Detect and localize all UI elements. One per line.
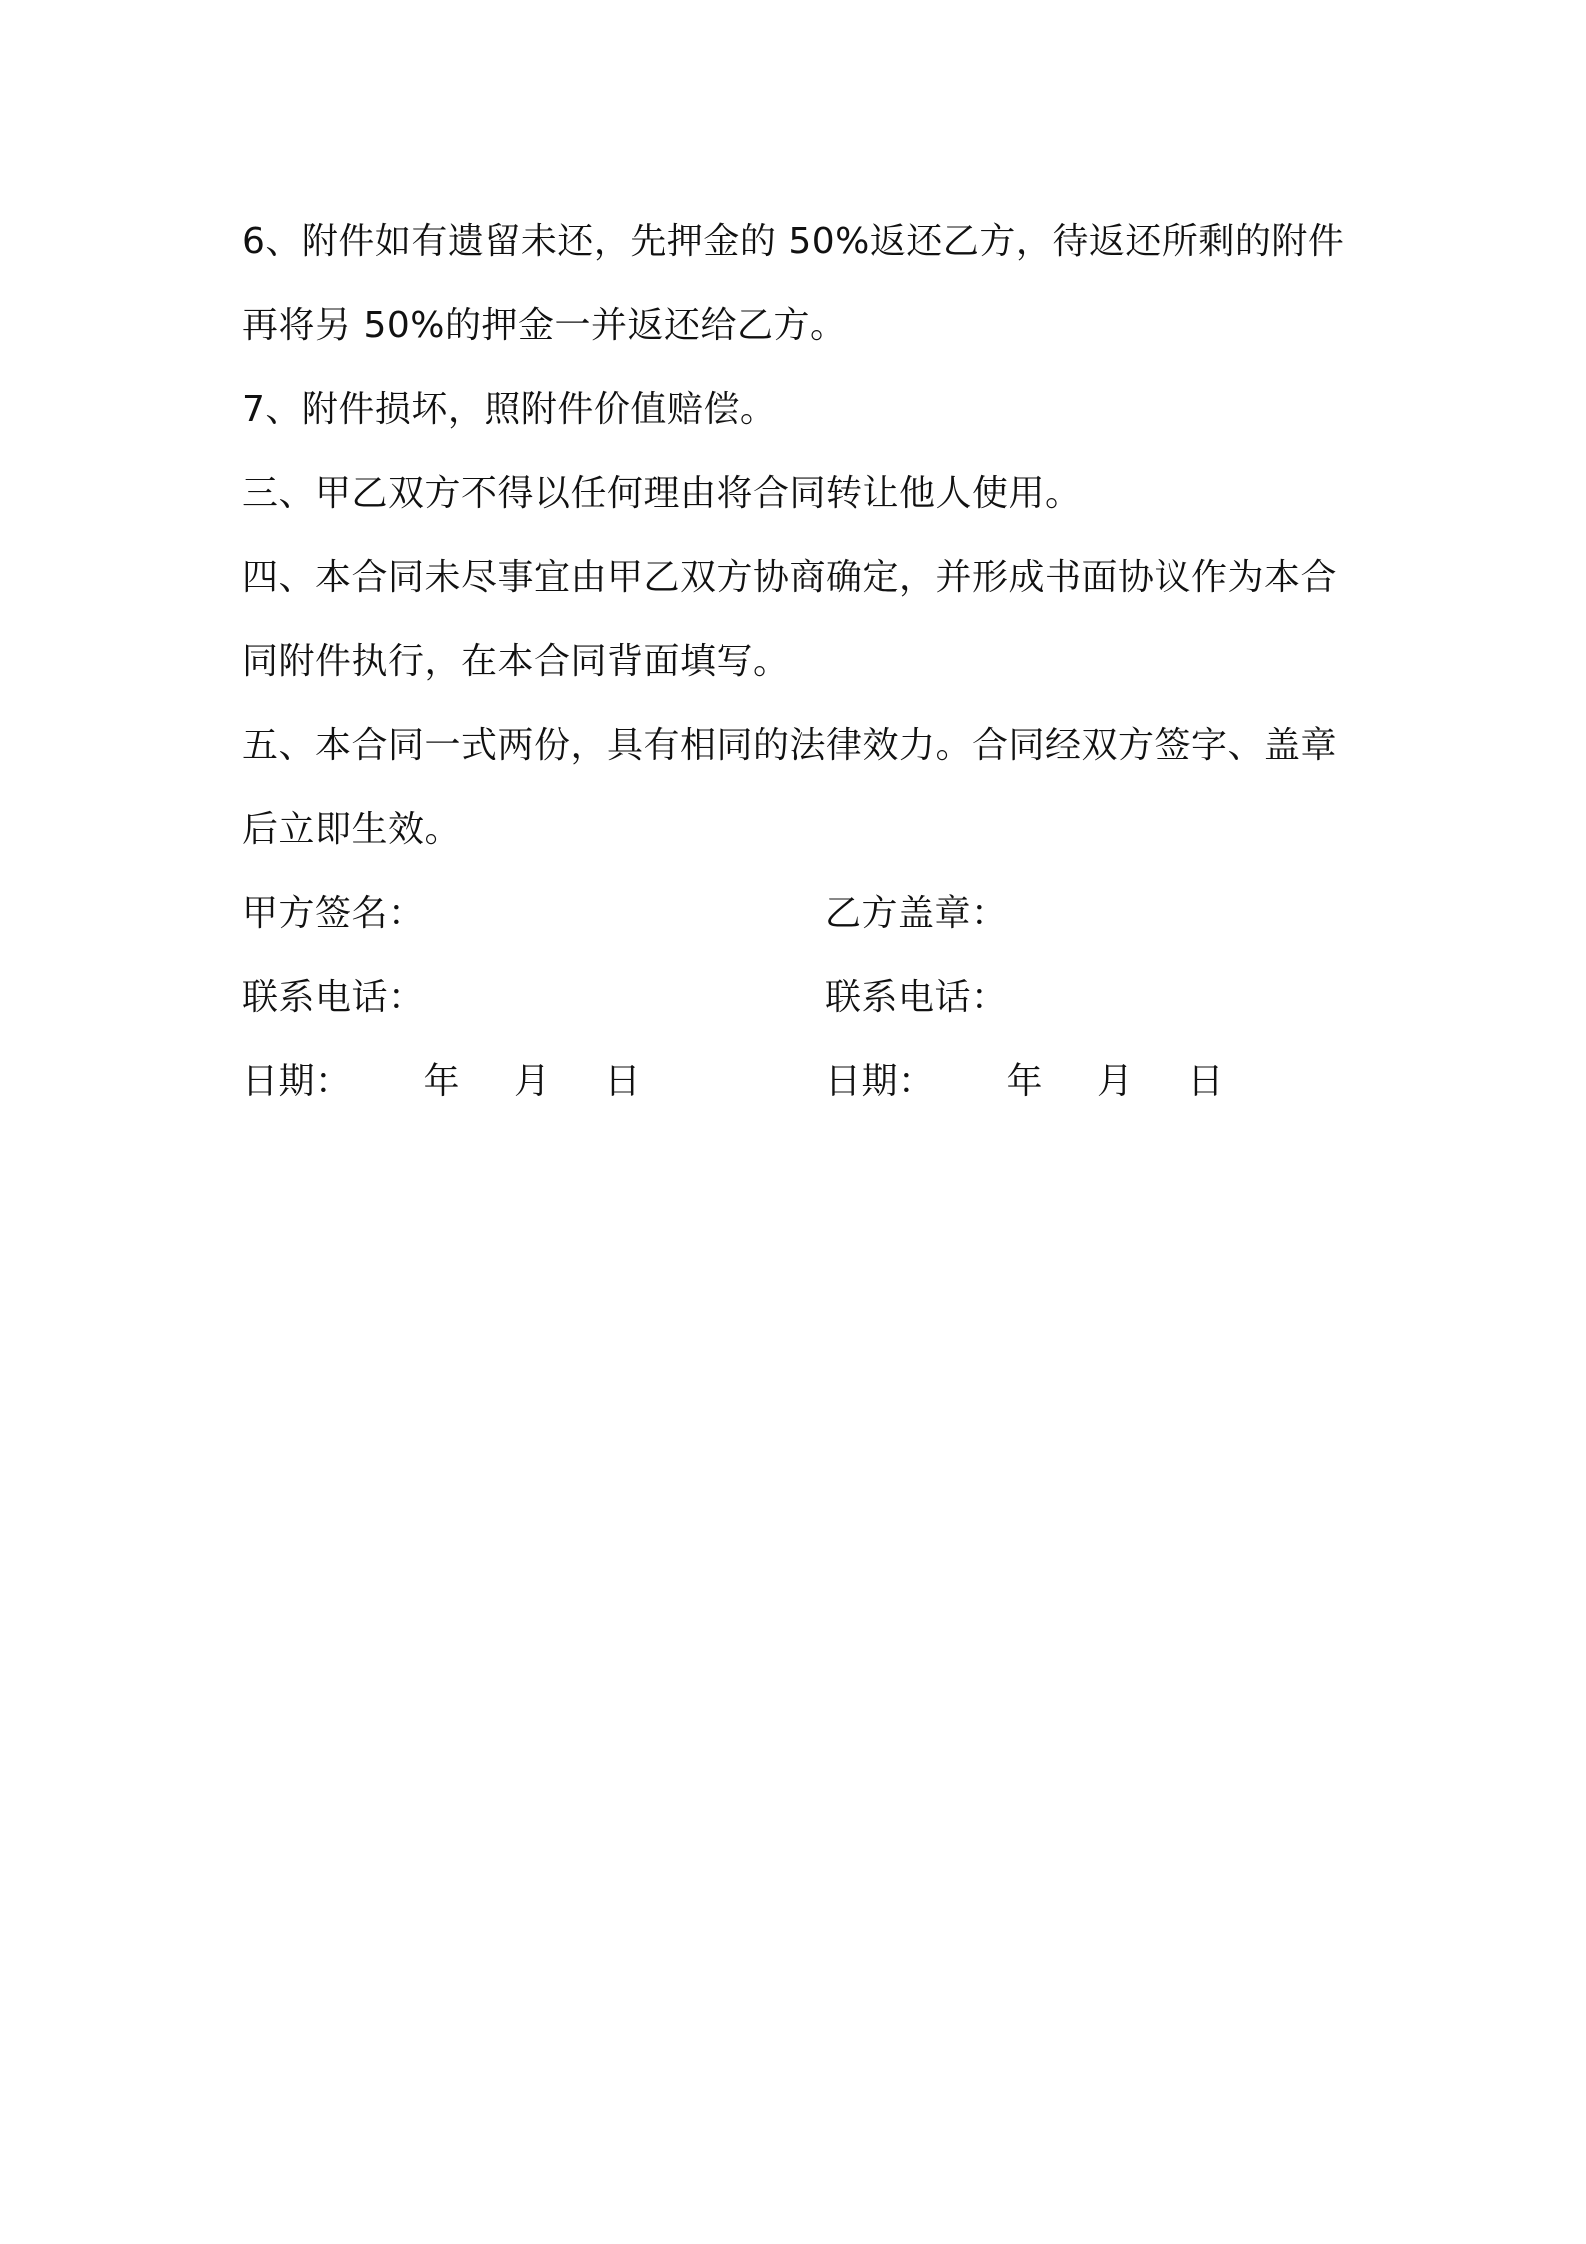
clause-7-line-1: 7、附件损坏，照附件价值赔偿。: [242, 389, 777, 430]
date-row: [242, 1040, 1362, 1124]
party-b-day-label: 日: [1187, 1061, 1225, 1102]
party-a-year-label: 年: [423, 1061, 461, 1102]
clause-four-line-2: 同附件执行，在本合同背面填写。: [242, 641, 790, 682]
party-a-day-label: 日: [604, 1061, 642, 1102]
phone-row: [242, 956, 1362, 1040]
clause-6-line-2: 再将另 50%的押金一并返还给乙方。: [242, 305, 847, 346]
clause-five-line-1: 五、本合同一式两份，具有相同的法律效力。合同经双方签字、盖章: [242, 725, 1338, 766]
party-b-date: [825, 1040, 1224, 1124]
party-b-phone-label: 联系电话：: [825, 977, 1008, 1018]
clause-three-line-1: 三、甲乙双方不得以任何理由将合同转让他人使用。: [242, 473, 1082, 514]
party-a-date: [242, 1040, 641, 1124]
party-a-sign-label: 甲方签名：: [242, 893, 425, 934]
party-b-date-label: 日期：: [825, 1061, 935, 1102]
clause-four-line-1: 四、本合同未尽事宜由甲乙双方协商确定，并形成书面协议作为本合: [242, 557, 1338, 598]
contract-body: [242, 200, 1362, 1124]
party-a-phone-label: 联系电话：: [242, 977, 425, 1018]
signature-row: [242, 872, 1362, 956]
party-b-seal-label: 乙方盖章：: [825, 893, 1008, 934]
party-b-year-label: 年: [1006, 1061, 1044, 1102]
party-b-month-label: 月: [1097, 1061, 1134, 1102]
party-a-date-label: 日期：: [242, 1061, 352, 1102]
party-a-month-label: 月: [514, 1061, 551, 1102]
clause-6-line-1: 6、附件如有遗留未还，先押金的 50%返还乙方，待返还所剩的附件: [242, 221, 1345, 262]
clause-five-line-2: 后立即生效。: [242, 809, 462, 850]
